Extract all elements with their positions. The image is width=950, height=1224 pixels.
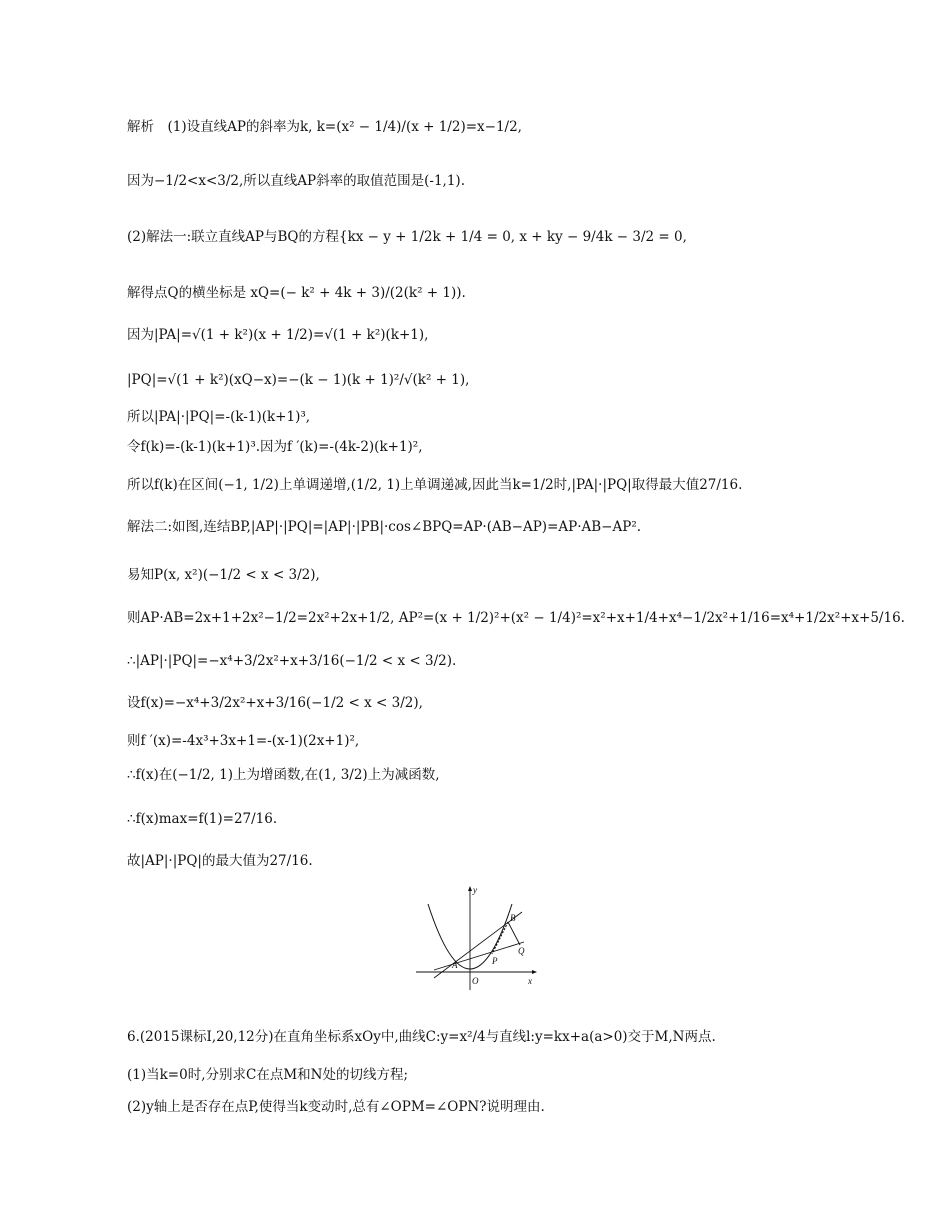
label-q: Q [518,946,525,956]
text-line-6: |PQ|=√(1 + k²)(xQ−x)=−(k − 1)(k + 1)²/√(k² + 1), [127,372,470,388]
text-line-15: 则f ′(x)=-4x³+3x+1=-(x-1)(2x+1)², [127,733,360,749]
text-line-12: 则AP·AB=2x+1+2x²−1/2=2x²+2x+1/2, AP²=(x + 1/2)²+(x² − 1/4)²=x²+x+1/4+x⁴−1/2x²+1/16=x⁴+1/2x²+x+5/16. [127,610,905,626]
text-line-16: ∴f(x)在(−1/2, 1)上为增函数,在(1, 3/2)上为减函数, [127,767,440,783]
line-ab [434,912,522,978]
label-b: B [510,913,516,923]
problem-6-statement: 6.(2015课标Ⅰ,20,12分)在直角坐标系xOy中,曲线C:y=x²/4与直线l:y=kx+a(a>0)交于M,N两点. [127,1029,716,1045]
segment-bq [508,922,520,945]
text-line-18: 故|AP|·|PQ|的最大值为27/16. [127,853,313,869]
text-line-17: ∴f(x)max=f(1)=27/16. [127,811,278,827]
text-line-7: 所以|PA|·|PQ|=-(k-1)(k+1)³, [127,409,311,425]
y-axis-arrow-icon [468,886,472,891]
text-line-3: (2)解法一:联立直线AP与BQ的方程{kx − y + 1/2k + 1/4 = 0, x + ky − 9/4k − 3/2 = 0, [127,229,687,245]
problem-6-part-1: (1)当k=0时,分别求C在点M和N处的切线方程; [127,1067,409,1083]
label-y: y [473,885,477,895]
text-line-1: 解析 (1)设直线AP的斜率为k, k=(x² − 1/4)/(x + 1/2)=x−1/2, [127,119,522,135]
text-line-13: ∴|AP|·|PQ|=−x⁴+3/2x²+x+3/16(−1/2 < x < 3/2). [127,653,457,669]
parabola-figure [414,884,538,992]
text-line-8: 令f(k)=-(k-1)(k+1)³.因为f ′(k)=-(4k-2)(k+1)², [127,439,423,455]
label-a: A [452,960,458,970]
text-line-4: 解得点Q的横坐标是 xQ=(− k² + 4k + 3)/(2(k² + 1)). [127,285,466,301]
label-o: O [472,976,479,986]
text-line-5: 因为|PA|=√(1 + k²)(x + 1/2)=√(1 + k²)(k+1), [127,327,429,343]
x-axis-arrow-icon [532,970,537,974]
text-line-9: 所以f(k)在区间(−1, 1/2)上单调递增,(1/2, 1)上单调递减,因此当k=1/2时,|PA|·|PQ|取得最大值27/16. [127,477,743,493]
text-line-14: 设f(x)=−x⁴+3/2x²+x+3/16(−1/2 < x < 3/2), [127,695,423,711]
label-x: x [528,976,532,986]
text-line-10: 解法二:如图,连结BP,|AP|·|PQ|=|AP|·|PB|·cos∠BPQ=AP·(AB−AP)=AP·AB−AP². [127,519,642,535]
text-line-2: 因为−1/2<x<3/2,所以直线AP斜率的取值范围是(-1,1). [127,173,465,189]
text-line-11: 易知P(x, x²)(−1/2 < x < 3/2), [127,567,320,583]
label-p: P [492,956,498,966]
problem-6-part-2: (2)y轴上是否存在点P,使得当k变动时,总有∠OPM=∠OPN?说明理由. [127,1099,545,1115]
